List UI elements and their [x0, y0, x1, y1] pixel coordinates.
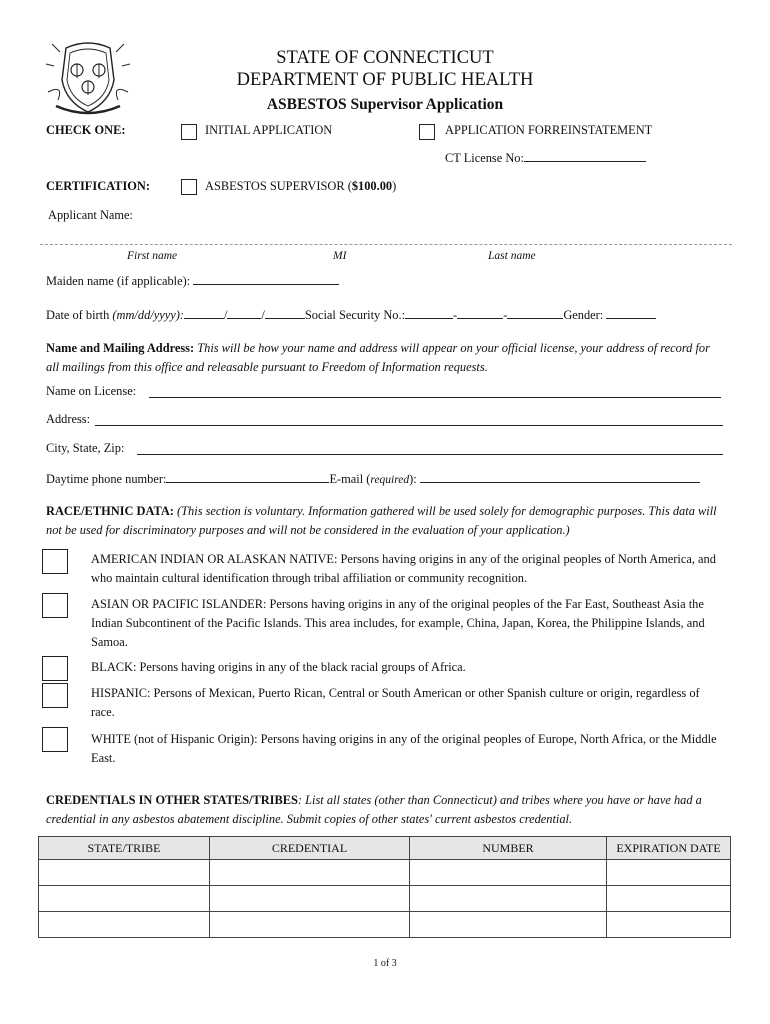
phone-field[interactable]: [166, 470, 329, 483]
race-hispanic-label: HISPANIC: Persons of Mexican, Puerto Rican, Central or South American or other Spanish culture or origin, regardless of race.: [91, 686, 700, 719]
race-asian-checkbox[interactable]: [42, 593, 68, 618]
first-name-caption: First name: [127, 250, 178, 262]
applicant-name-line[interactable]: [40, 244, 732, 245]
ssn-label: Social Security No.:: [304, 308, 406, 322]
ssn-part2-field[interactable]: [457, 306, 503, 319]
race-black-label: BLACK: Persons having origins in any of the black racial groups of Africa.: [91, 660, 466, 674]
table-row: [39, 912, 731, 938]
email-field[interactable]: [420, 470, 700, 483]
credentials-header-row: [39, 837, 731, 860]
phone-label: Daytime phone number:: [46, 472, 167, 486]
credential-cell[interactable]: [210, 912, 410, 938]
number-cell[interactable]: [410, 912, 607, 938]
ct-license-label: CT License No:: [445, 151, 524, 165]
race-ethnic-note: RACE/ETHNIC DATA: (This section is voluntary. Information gathered will be used solely for demographic purposes. This data will not be used for discriminatory purposes and will not be considered in the evaluation of your application.): [46, 504, 717, 537]
city-state-zip-label: City, State, Zip:: [46, 441, 125, 455]
race-black-checkbox[interactable]: [42, 656, 68, 681]
name-on-license-field[interactable]: [149, 397, 721, 398]
maiden-name-label: Maiden name (if applicable):: [46, 274, 191, 288]
ct-license-row: [445, 149, 646, 166]
race-asian-label: ASIAN OR PACIFIC ISLANDER: Persons having origins in any of the original peoples of the Far East, Southeast Asia the Indian Subcontinent of the Pacific Islands. This area includes, for example, China, Japan, Korea, the Philippine Islands, and Samoa.: [91, 597, 705, 649]
name-on-license-label: Name on License:: [46, 384, 137, 398]
header-title-state: STATE OF CONNECTICUT: [276, 48, 494, 68]
initial-application-checkbox[interactable]: [181, 124, 197, 140]
certification-label: CERTIFICATION:: [46, 179, 150, 193]
mailing-address-note: Name and Mailing Address: This will be how your name and address will appear on your official license, your address of record for all mailings from this office and releasable pursuant to Freedom of Information requests.: [46, 341, 710, 374]
certification-fee: $100.00: [351, 179, 393, 193]
credential-cell[interactable]: [210, 886, 410, 912]
email-label: E-mail (: [329, 472, 371, 486]
page-number: 1 of 3: [373, 958, 397, 969]
state-tribe-cell[interactable]: [39, 886, 210, 912]
race-american-indian-checkbox[interactable]: [42, 549, 68, 574]
ct-license-field[interactable]: [524, 149, 646, 162]
number-cell[interactable]: [410, 860, 607, 886]
city-state-zip-field[interactable]: [137, 454, 723, 455]
race-hispanic-checkbox[interactable]: [42, 683, 68, 708]
dob-month-field[interactable]: [184, 306, 224, 319]
col-number: NUMBER: [410, 837, 607, 860]
credentials-table: [38, 836, 731, 938]
table-row: [39, 860, 731, 886]
check-one-label: CHECK ONE:: [46, 123, 126, 137]
applicant-name-label: Applicant Name:: [48, 208, 133, 222]
race-white-label: WHITE (not of Hispanic Origin): Persons having origins in any of the original peoples of Europe, North Africa, or the Middle East.: [91, 732, 717, 765]
credential-cell[interactable]: [210, 860, 410, 886]
state-tribe-cell[interactable]: [39, 912, 210, 938]
credentials-note: CREDENTIALS IN OTHER STATES/TRIBES: List all states (other than Connecticut) and tribes where you have or have had a credential in any asbestos abatement discipline. Submit copies of other states' current asbestos credential.: [46, 793, 702, 826]
dob-year-field[interactable]: [265, 306, 305, 319]
maiden-name-row: [46, 272, 339, 289]
dob-day-field[interactable]: [227, 306, 261, 319]
race-white-checkbox[interactable]: [42, 727, 68, 752]
maiden-name-field[interactable]: [193, 272, 339, 285]
header-title-department: DEPARTMENT OF PUBLIC HEALTH: [236, 70, 534, 90]
dob-row: Date of birth (mm/dd/yyyy): / / Social Security No.: - - Gender:: [46, 306, 656, 323]
col-credential: CREDENTIAL: [210, 837, 410, 860]
expiration-cell[interactable]: [607, 886, 731, 912]
col-expiration-date: EXPIRATION DATE: [607, 837, 731, 860]
asbestos-supervisor-label: ASBESTOS SUPERVISOR ($100.00): [205, 179, 397, 193]
header-title-form: ASBESTOS Supervisor Application: [266, 96, 504, 113]
gender-field[interactable]: [606, 306, 656, 319]
reinstatement-checkbox[interactable]: [419, 124, 435, 140]
address-label: Address:: [46, 412, 91, 426]
mi-caption: MI: [333, 250, 347, 262]
expiration-cell[interactable]: [607, 912, 731, 938]
ssn-part1-field[interactable]: [405, 306, 453, 319]
address-field[interactable]: [95, 425, 723, 426]
race-american-indian-label: AMERICAN INDIAN OR ALASKAN NATIVE: Persons having origins in any of the original peoples of North America, and who maintain cultural identification through tribal affiliation or community recognition.: [91, 552, 716, 585]
number-cell[interactable]: [410, 886, 607, 912]
initial-application-label: INITIAL APPLICATION: [205, 123, 333, 137]
asbestos-supervisor-checkbox[interactable]: [181, 179, 197, 195]
table-row: [39, 886, 731, 912]
gender-label: Gender:: [563, 308, 604, 322]
last-name-caption: Last name: [488, 250, 536, 262]
expiration-cell[interactable]: [607, 860, 731, 886]
phone-email-row: Daytime phone number: E-mail (required):: [46, 470, 700, 487]
reinstatement-label: APPLICATION FORREINSTATEMENT: [445, 123, 653, 137]
ssn-part3-field[interactable]: [507, 306, 563, 319]
col-state-tribe: STATE/TRIBE: [39, 837, 210, 860]
state-tribe-cell[interactable]: [39, 860, 210, 886]
